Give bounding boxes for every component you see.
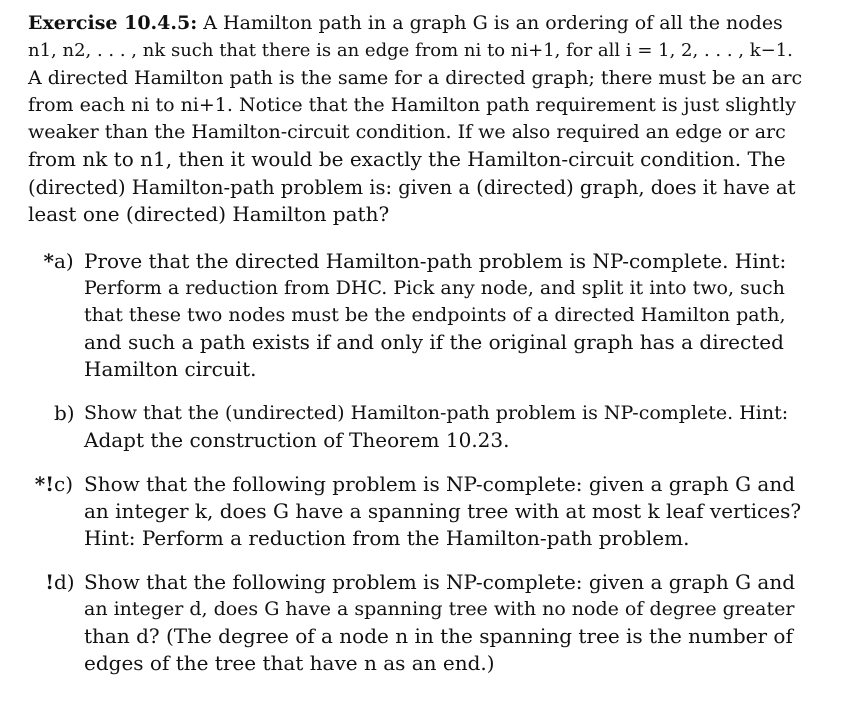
intro-line-2: n1, n2, . . . , nk such that there is an edge from ni to ni+1, for all i = 1, 2, . . . , k−1. (28, 40, 793, 62)
part-line: edges of the tree that have n as an end.) (84, 651, 495, 676)
intro-line-1 (28, 10, 802, 37)
part-c (28, 471, 802, 552)
intro-line-3: A directed Hamilton path is the same for a directed graph; there must be an arc (28, 66, 803, 89)
part-line: Prove that the directed Hamilton-path problem is NP-complete. Hint: (84, 249, 787, 274)
part-line: and such a path exists if and only if the original graph has a directed (84, 330, 784, 355)
exercise-parts (28, 248, 802, 677)
part-line: than d? (The degree of a node n in the spanning tree is the number of (84, 624, 793, 649)
intro-line-8: least one (directed) Hamilton path? (28, 202, 390, 227)
intro-line-6: from nk to n1, then it would be exactly the Hamilton-circuit condition. The (28, 147, 786, 172)
part-line: Adapt the construction of Theorem 10.23. (84, 428, 510, 453)
part-line: Hint: Perform a reduction from the Hamilton-path problem. (84, 526, 690, 551)
difficulty-mark: *! (34, 472, 54, 497)
part-letter: c) (54, 472, 74, 497)
part-letter: b) (54, 401, 75, 426)
part-line: Show that the following problem is NP-complete: given a graph G and (84, 472, 796, 497)
intro-line-5: weaker than the Hamilton-circuit condition. If we also required an edge or arc (28, 121, 786, 144)
part-d (28, 569, 802, 677)
part-line: an integer k, does G have a spanning tree with at most k leaf vertices? (84, 499, 802, 524)
part-body (84, 248, 802, 383)
intro-line-7: (directed) Hamilton-path problem is: given a (directed) graph, does it have at (28, 175, 796, 199)
part-letter: d) (54, 570, 75, 595)
part-line: Perform a reduction from DHC. Pick any node, and split it into two, such (84, 277, 785, 300)
part-body (84, 471, 802, 552)
part-line: that these two nodes must be the endpoints of a directed Hamilton path, (84, 304, 786, 327)
intro-line-1-text: A Hamilton path in a graph G is an ordering of all the nodes (203, 12, 783, 34)
part-line: Show that the following problem is NP-complete: given a graph G and (84, 570, 796, 595)
part-line: an integer d, does G have a spanning tree with no node of degree greater (84, 598, 795, 621)
part-line: Hamilton circuit. (84, 357, 257, 382)
difficulty-mark: * (43, 249, 54, 274)
part-line: Show that the (undirected) Hamilton-path problem is NP-complete. Hint: (84, 402, 789, 425)
part-body (84, 569, 802, 677)
part-body (84, 400, 802, 454)
part-letter: a) (54, 249, 74, 274)
difficulty-mark: ! (45, 570, 54, 595)
part-b (28, 400, 802, 454)
part-a (28, 248, 802, 383)
exercise-heading: Exercise 10.4.5: (28, 12, 198, 34)
exercise-intro (28, 10, 802, 228)
intro-line-4: from each ni to ni+1. Notice that the Hamilton path requirement is just slightly (28, 93, 796, 116)
exercise-document (28, 10, 802, 694)
